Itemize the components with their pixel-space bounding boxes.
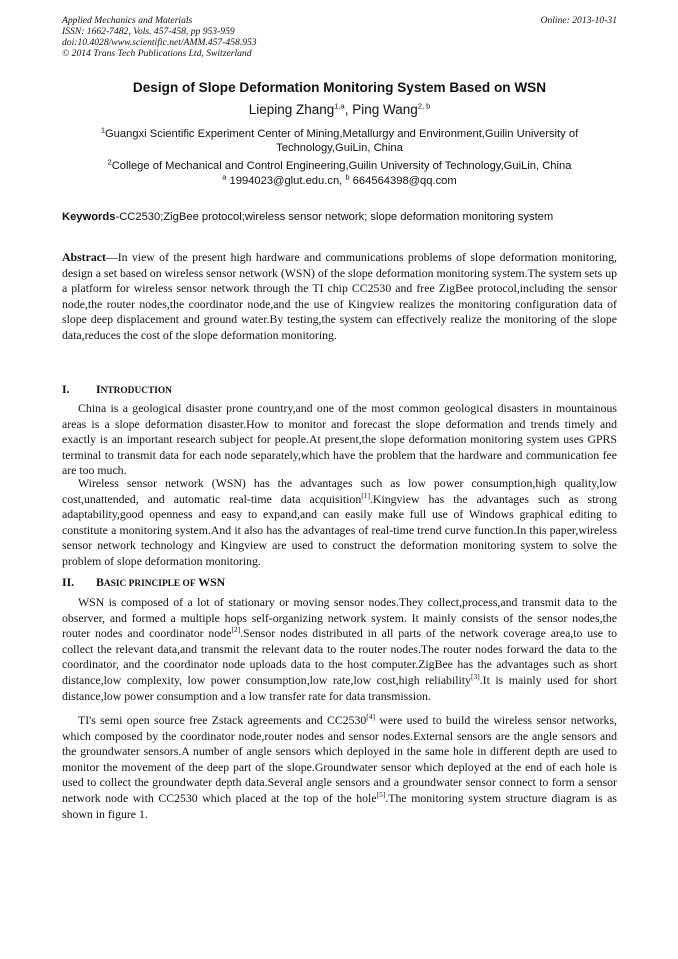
- section-heading-basic-principle: [62, 575, 617, 590]
- author-superscript: 2, b: [417, 101, 431, 111]
- doi-line: doi:10.4028/www.scientific.net/AMM.457-458.953: [62, 37, 257, 48]
- affiliation-text: College of Mechanical and Control Engineering,Guilin University of Technology,GuiLin, China: [111, 160, 572, 172]
- citation-ref[interactable]: [3]: [470, 672, 480, 682]
- keywords-label: Keywords: [62, 211, 116, 223]
- affiliation-1: [62, 127, 617, 155]
- author-separator: ,: [344, 102, 353, 117]
- citation-ref[interactable]: [2]: [231, 625, 241, 635]
- paragraph-text: TI's semi open source free Zstack agreements and CC2530: [78, 713, 367, 727]
- abstract: [62, 250, 617, 344]
- issn-line: ISSN: 1662-7482, Vols. 457-458, pp 953-959: [62, 26, 235, 37]
- author-name: Ping Wang: [352, 102, 418, 117]
- paragraph-text: were used to build the wireless sensor networks, which composed by the coordinator node,router nodes and sensor nodes.External sensors are the angle sensors and the groundwater sensors.A number of angle sensors which deployed in the same hole in different depth are used to monitor the movement of the deep part of the slope.Groundwater sensor which deployed at the end of each hole is used to collect the groundwater depth data.Several angle sensors and a groundwater sensor connect to form a sensor network node with CC2530 which placed at the top of the hole: [62, 713, 617, 805]
- paragraph: China is a geological disaster prone country,and one of the most common geological disasters in mountainous areas is a slope deformation disaster.How to monitor and forecast the slope deformation and trends timely and exactly is an important research subject for people.At present,the slope deformation monitoring system uses GPRS terminal to transmit data for each node separately,which have the problem that the hardware and communication fee are too much.: [62, 401, 617, 478]
- paragraph: [62, 713, 617, 822]
- email-superscript: a: [222, 172, 227, 182]
- citation-ref[interactable]: [5]: [376, 790, 386, 800]
- paragraph-text: .It is mainly used for short distance,low power consumption and a low transfer rate for data transmission.: [62, 672, 617, 703]
- section-title-rest: NTRODUCTION: [100, 386, 172, 396]
- paragraph: [62, 476, 617, 570]
- copyright-line: © 2014 Trans Tech Publications Ltd, Switzerland: [62, 48, 252, 59]
- online-date: Online: 2013-10-31: [540, 15, 617, 26]
- author-line: [62, 102, 617, 117]
- section-number: II.: [62, 575, 75, 589]
- section-title-rest: ASIC PRINCIPLE OF: [103, 579, 196, 589]
- email-line: [62, 174, 617, 188]
- section-number: I.: [62, 382, 70, 396]
- paper-title: Design of Slope Deformation Monitoring System Based on WSN: [132, 80, 547, 95]
- keywords-text: -CC2530;ZigBee protocol;wireless sensor network; slope deformation monitoring system: [115, 211, 554, 223]
- paragraph-text: .The monitoring system structure diagram is as shown in figure 1.: [62, 790, 617, 821]
- affiliation-superscript: 1: [100, 125, 105, 135]
- section-title-initial: B: [96, 575, 104, 589]
- email-superscript: b: [345, 172, 350, 182]
- email-link[interactable]: 664564398@qq.com: [349, 175, 457, 187]
- author-superscript: 1,a: [334, 101, 345, 111]
- keywords: [62, 211, 617, 224]
- affiliation-2: [62, 159, 617, 173]
- citation-ref[interactable]: [4]: [366, 712, 376, 722]
- section-title-end: WSN: [195, 575, 226, 589]
- paragraph: [62, 595, 617, 704]
- author-name: Lieping Zhang: [248, 102, 335, 117]
- section-title-initial: I: [96, 382, 101, 396]
- affiliation-superscript: 2: [107, 157, 112, 167]
- journal-name: Applied Mechanics and Materials: [62, 15, 193, 26]
- citation-ref[interactable]: [1]: [361, 490, 370, 500]
- journal-header: [62, 15, 617, 59]
- paragraph-text: WSN is composed of a lot of stationary or moving sensor nodes.They collect,process,and transmit data to the observer, and formed a multiple hops self-organizing network system. It mainly consists of the sensor nodes,the router nodes and coordinator node: [62, 595, 617, 641]
- email-link[interactable]: 1994023@glut.edu.cn,: [226, 175, 346, 187]
- paragraph-text: .Kingview has the advantages such as strong adaptability,good openness and easy to expand,and can easily make full use of Windows graphical editing to constitute a monitoring system.And it also has the advantages of real-time trend curve function.In this paper,wireless sensor network technology and Kingview are used to construct the deformation monitoring system to solve the problem of slope deformation monitoring.: [62, 491, 617, 568]
- section-heading-introduction: [62, 382, 617, 397]
- abstract-label: Abstract: [62, 250, 106, 264]
- abstract-text: —In view of the present high hardware and communications problems of slope deformation monitoring, design a set based on wireless sensor network (WSN) of the slope deformation monitoring system.The system sets up a platform for wireless sensor network through the TI chip CC2530 and free ZigBee protocol,including the sensor node,the router nodes,the coordinator node,and the use of Kingview realizes the monitoring configuration data of slope deep displacement and ground water.By testing,the system can effectively realize the monitoring of the slope data,reduces the cost of the slope deformation monitoring.: [62, 250, 618, 342]
- affiliation-text: Guangxi Scientific Experiment Center of Mining,Metallurgy and Environment,Guilin University of Technology,GuiLin, China: [104, 128, 579, 154]
- paragraph-text: Wireless sensor network (WSN) has the advantages such as low power consumption,high quality,low cost,unattended, and automatic real-time data acquisition: [62, 476, 617, 506]
- paragraph-text: .Sensor nodes distributed in all parts of the network coverage area,to use to collect the relevant data,and transmit the relevant data to the router nodes.The router nodes forward the data to the coordinator, and the coordinator node uploads data to the host computer.ZigBee has the advantages such as short distance,low complexity, low power consumption,low rate,low cost,high reliability: [62, 626, 618, 687]
